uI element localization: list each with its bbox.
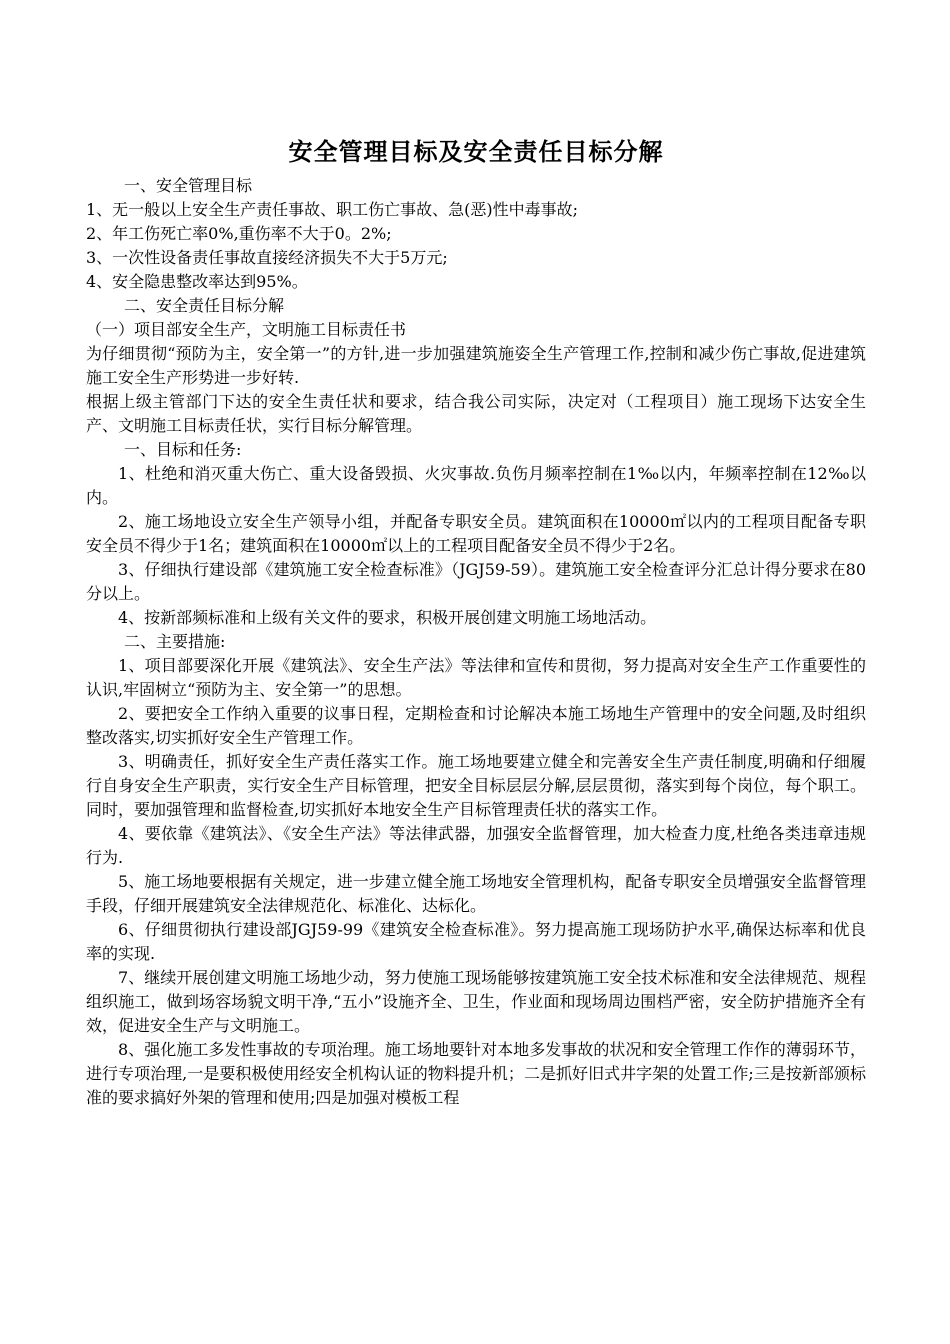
goal-item: 2、年工伤死亡率0%,重伤率不大于0。2%;: [86, 224, 392, 243]
section-heading-safety-goals: 一、安全管理目标: [124, 176, 253, 195]
measure-item: 8、强化施工多发性事故的专项治理。施工场地要针对本地多发事故的状况和安全管理工作作的薄弱环节，进行专项治理,一是要积极使用经安全机构认证的物料提升机；二是抓好旧式井字架的处置工作;三是按新部颁标准的要求搞好外架的管理和使用;四是加强对模板工程: [86, 1040, 866, 1107]
intro-paragraph: 根据上级主管部门下达的安全生责任状和要求，结合我公司实际，决定对（工程项目）施工现场下达安全生产、文明施工目标责任状，实行目标分解管理。: [86, 392, 866, 435]
measures-heading: 二、主要措施:: [124, 632, 226, 651]
intro-paragraph: 为仔细贯彻“预防为主，安全第一”的方针,进一步加强建筑施姿全生产管理工作,控制和减少伤亡事故,促进建筑施工安全生产形势进一步好转.: [86, 344, 866, 387]
document-page: [86, 134, 866, 1110]
section-heading-responsibility: 二、安全责任目标分解: [124, 296, 285, 315]
measure-item: 3、明确责任，抓好安全生产责任落实工作。施工场地要建立健全和完善安全生产责任制度,明确和仔细履行自身安全生产职责，实行安全生产目标管理，把安全目标层层分解,层层贯彻，落实到每个岗位，每个职工。同时，要加强管理和监督检查,切实抓好本地安全生产目标管理责任状的落实工作。: [86, 752, 866, 819]
measure-item: 2、要把安全工作纳入重要的议事日程，定期检查和讨论解决本施工场地生产管理中的安全问题,及时组织整改落实,切实抓好安全生产管理工作。: [86, 704, 866, 747]
measure-item: 1、项目部要深化开展《建筑法》、安全生产法》等法律和宣传和贯彻，努力提高对安全生产工作重要性的认识,牢固树立“预防为主、安全第一”的思想。: [86, 656, 866, 699]
document-title: 安全管理目标及安全责任目标分解: [288, 137, 664, 166]
subsection-heading: （一）项目部安全生产，文明施工目标责任书: [86, 320, 407, 339]
measure-item: 6、仔细贯彻执行建设部JGJ59-99《建筑安全检查标准》。努力提高施工现场防护水平,确保达标率和优良率的实现.: [86, 920, 866, 963]
goal-item: 4、安全隐患整改率达到95%。: [86, 272, 308, 291]
measure-item: 7、继续开展创建文明施工场地少动，努力使施工现场能够按建筑施工安全技术标准和安全法律规范、规程组织施工，做到场容场貌文明干净,“五小”设施齐全、卫生，作业面和现场周边围档严密，安全防护措施齐全有效，促进安全生产与文明施工。: [86, 968, 866, 1035]
goal-item: 3、一次性设备责任事故直接经济损失不大于5万元;: [86, 248, 448, 267]
target-item: 3、仔细执行建设部《建筑施工安全检查标准》（JGJ59-59）。建筑施工安全检查评分汇总计得分要求在80分以上。: [86, 560, 866, 603]
target-item: 4、按新部频标准和上级有关文件的要求，积极开展创建文明施工场地活动。: [118, 608, 657, 627]
measure-item: 5、施工场地要根据有关规定，进一步建立健全施工场地安全管理机构，配备专职安全员增强安全监督管理手段，仔细开展建筑安全法律规范化、标准化、达标化。: [86, 872, 866, 915]
targets-heading: 一、目标和任务:: [124, 440, 242, 459]
goal-item: 1、无一般以上安全生产责任事故、职工伤亡事故、急(恶)性中毒事故;: [86, 200, 579, 219]
measure-item: 4、要依靠《建筑法》、《安全生产法》等法律武器，加强安全监督管理，加大检查力度,杜绝各类违章违规行为.: [86, 824, 866, 867]
target-item: 1、杜绝和消灭重大伤亡、重大设备毁损、火灾事故.负伤月频率控制在1‰以内，年频率控制在12‰以内。: [86, 464, 866, 507]
target-item: 2、施工场地设立安全生产领导小组，并配备专职安全员。建筑面积在10000㎡以内的工程项目配备专职安全员不得少于1名；建筑面积在10000㎡以上的工程项目配备安全员不得少于2名。: [86, 512, 866, 555]
